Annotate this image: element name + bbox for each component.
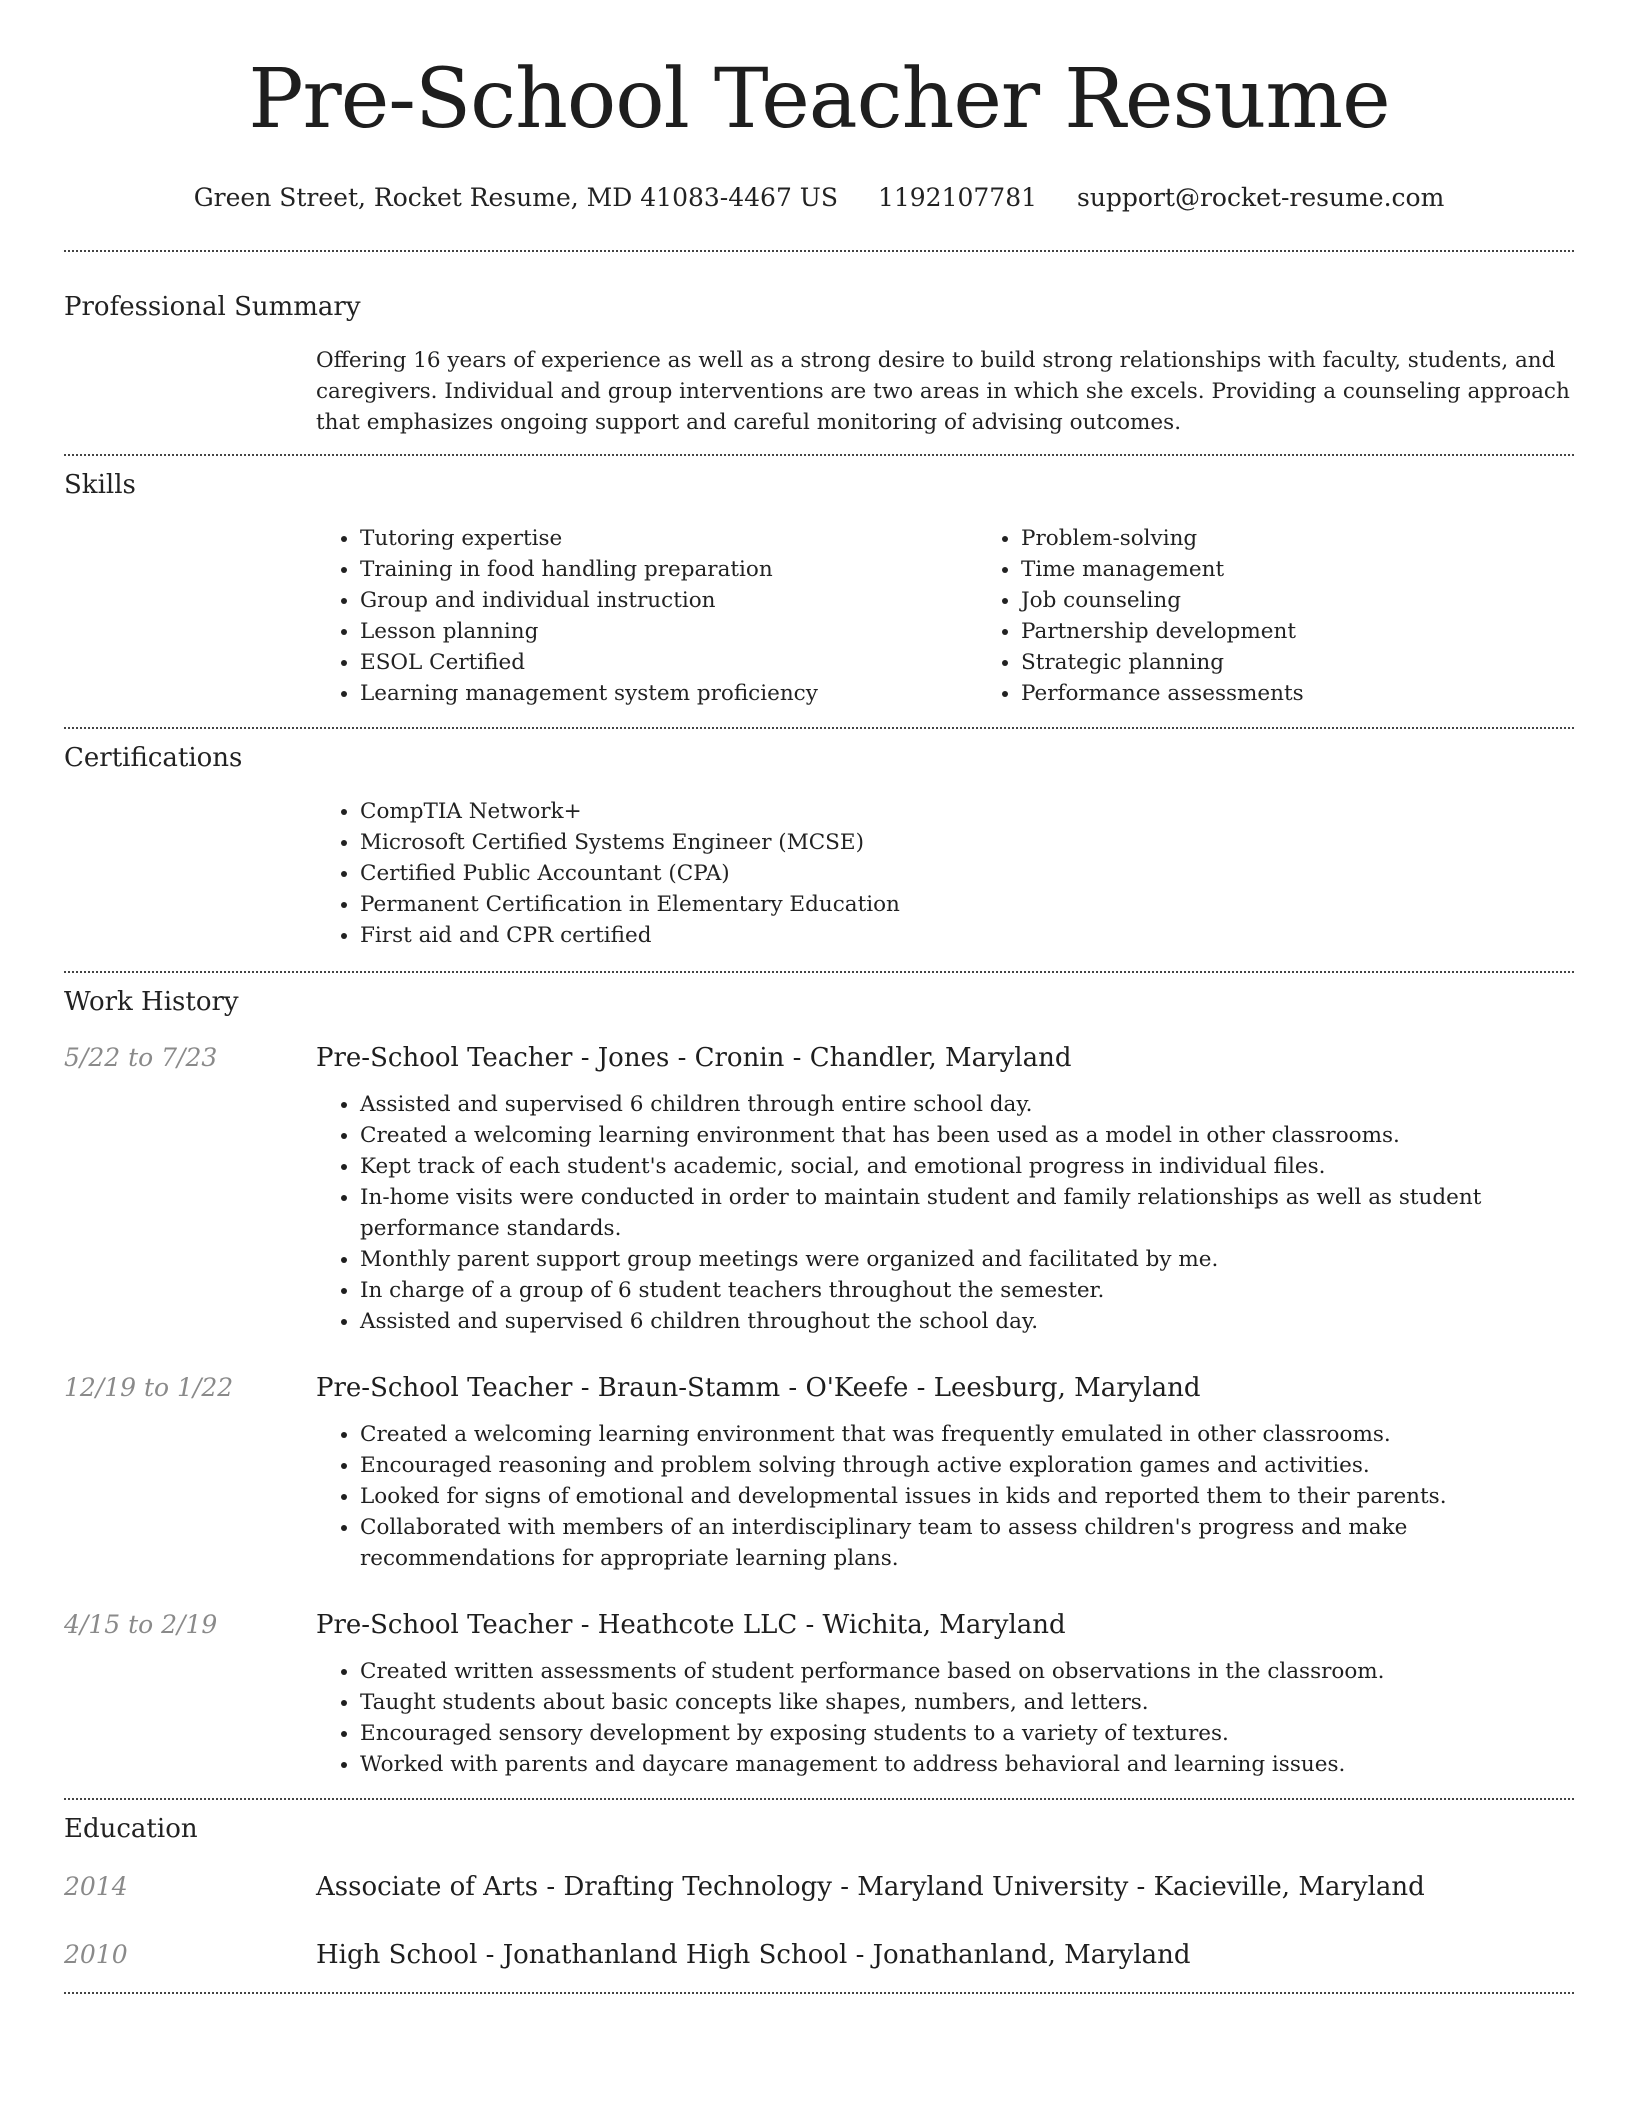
job-bullets bbox=[316, 1089, 1574, 1337]
education-heading: Education bbox=[64, 1814, 198, 1844]
skill-item: • Strategic planning bbox=[1021, 647, 1632, 678]
job-title: Pre-School Teacher - Heathcote LLC - Wichita, Maryland bbox=[316, 1610, 1066, 1640]
job-bullet: • Kept track of each student's academic, social, and emotional progress in individual files. bbox=[360, 1151, 1574, 1182]
job-bullet: • Taught students about basic concepts like shapes, numbers, and letters. bbox=[360, 1687, 1574, 1718]
divider bbox=[64, 971, 1574, 973]
skill-item: • Training in food handling preparation bbox=[360, 554, 977, 585]
skills-section bbox=[64, 468, 1574, 709]
skill-item: • ESOL Certified bbox=[360, 647, 977, 678]
job-bullet: • Encouraged sensory development by exposing students to a variety of textures. bbox=[360, 1718, 1574, 1749]
divider bbox=[64, 1992, 1574, 1994]
certifications-list bbox=[316, 796, 1574, 951]
resume-title: Pre-School Teacher Resume bbox=[248, 52, 1390, 147]
certification-item: • Certified Public Accountant (CPA) bbox=[360, 858, 1574, 889]
summary-section bbox=[64, 290, 1574, 438]
education-title: High School - Jonathanland High School - Jonathanland, Maryland bbox=[316, 1940, 1191, 1970]
summary-text: Offering 16 years of experience as well as a strong desire to build strong relationships with faculty, students, and caregivers. Individual and group interventions are two areas in which she excels. Providing a counseling approach that emphasizes ongoing support and careful monitoring of advising outcomes. bbox=[316, 348, 1570, 435]
contact-address: Green Street, Rocket Resume, MD 41083-4467 US bbox=[193, 183, 839, 212]
skill-item: • Job counseling bbox=[1021, 585, 1632, 616]
job-bullet: • Encouraged reasoning and problem solving through active exploration games and activities. bbox=[360, 1450, 1574, 1481]
divider bbox=[64, 250, 1574, 252]
skill-item: • Problem-solving bbox=[1021, 523, 1632, 554]
job-bullet: • In charge of a group of 6 student teachers throughout the semester. bbox=[360, 1275, 1574, 1306]
divider bbox=[64, 454, 1574, 456]
certifications-content bbox=[316, 796, 1574, 951]
contact-email: support@rocket-resume.com bbox=[1076, 183, 1445, 212]
skills-content bbox=[316, 523, 1574, 709]
certification-item: • Microsoft Certified Systems Engineer (MCSE) bbox=[360, 827, 1574, 858]
resume-page bbox=[64, 0, 1574, 1994]
skills-list-right bbox=[977, 523, 1632, 709]
education-section bbox=[64, 1812, 1574, 1972]
education-body bbox=[316, 1870, 1574, 1904]
job-bullet: • In-home visits were conducted in order to maintain student and family relationships as well as student performance standards. bbox=[360, 1182, 1574, 1244]
job-title: Pre-School Teacher - Jones - Cronin - Chandler, Maryland bbox=[316, 1043, 1072, 1073]
job-dates: 4/15 to 2/19 bbox=[64, 1610, 218, 1639]
summary-content bbox=[316, 345, 1574, 438]
skill-item: • Time management bbox=[1021, 554, 1632, 585]
contact-line bbox=[64, 180, 1574, 216]
job-dates: 5/22 to 7/23 bbox=[64, 1043, 218, 1072]
job-entry bbox=[64, 1371, 1574, 1574]
job-bullets bbox=[316, 1656, 1574, 1780]
job-body bbox=[316, 1608, 1574, 1780]
education-entry bbox=[64, 1870, 1574, 1904]
certification-item: • Permanent Certification in Elementary Education bbox=[360, 889, 1574, 920]
education-title: Associate of Arts - Drafting Technology - Maryland University - Kacieville, Maryland bbox=[316, 1872, 1425, 1902]
job-bullet: • Assisted and supervised 6 children through entire school day. bbox=[360, 1089, 1574, 1120]
certifications-heading: Certifications bbox=[64, 743, 243, 773]
work-history-heading: Work History bbox=[64, 987, 239, 1017]
skill-item: • Learning management system proficiency bbox=[360, 678, 977, 709]
work-history-section bbox=[64, 985, 1574, 1780]
job-bullet: • Created a welcoming learning environment that has been used as a model in other classrooms. bbox=[360, 1120, 1574, 1151]
certification-item: • First aid and CPR certified bbox=[360, 920, 1574, 951]
job-bullet: • Created a welcoming learning environment that was frequently emulated in other classrooms. bbox=[360, 1419, 1574, 1450]
job-body bbox=[316, 1041, 1574, 1337]
job-entry bbox=[64, 1608, 1574, 1780]
certifications-section bbox=[64, 741, 1574, 951]
job-bullets bbox=[316, 1419, 1574, 1574]
skill-item: • Partnership development bbox=[1021, 616, 1632, 647]
education-entry bbox=[64, 1938, 1574, 1972]
education-year: 2014 bbox=[64, 1872, 128, 1901]
job-dates: 12/19 to 1/22 bbox=[64, 1373, 234, 1402]
divider bbox=[64, 727, 1574, 729]
job-bullet: • Monthly parent support group meetings were organized and facilitated by me. bbox=[360, 1244, 1574, 1275]
divider bbox=[64, 1798, 1574, 1800]
summary-heading: Professional Summary bbox=[64, 292, 361, 322]
contact-phone: 1192107781 bbox=[877, 183, 1038, 212]
job-entry bbox=[64, 1041, 1574, 1337]
job-bullet: • Looked for signs of emotional and developmental issues in kids and reported them to their parents. bbox=[360, 1481, 1574, 1512]
skills-heading: Skills bbox=[64, 470, 136, 500]
skill-item: • Group and individual instruction bbox=[360, 585, 977, 616]
certification-item: • CompTIA Network+ bbox=[360, 796, 1574, 827]
skill-item: • Lesson planning bbox=[360, 616, 977, 647]
job-title: Pre-School Teacher - Braun-Stamm - O'Keefe - Leesburg, Maryland bbox=[316, 1373, 1201, 1403]
skill-item: • Tutoring expertise bbox=[360, 523, 977, 554]
job-bullet: • Worked with parents and daycare management to address behavioral and learning issues. bbox=[360, 1749, 1574, 1780]
skills-list-left bbox=[316, 523, 977, 709]
job-bullet: • Assisted and supervised 6 children throughout the school day. bbox=[360, 1306, 1574, 1337]
job-bullet: • Created written assessments of student performance based on observations in the classroom. bbox=[360, 1656, 1574, 1687]
education-year: 2010 bbox=[64, 1940, 128, 1969]
skill-item: • Performance assessments bbox=[1021, 678, 1632, 709]
education-body bbox=[316, 1938, 1574, 1972]
job-body bbox=[316, 1371, 1574, 1574]
job-bullet: • Collaborated with members of an interdisciplinary team to assess children's progress and make recommendations for appropriate learning plans. bbox=[360, 1512, 1574, 1574]
